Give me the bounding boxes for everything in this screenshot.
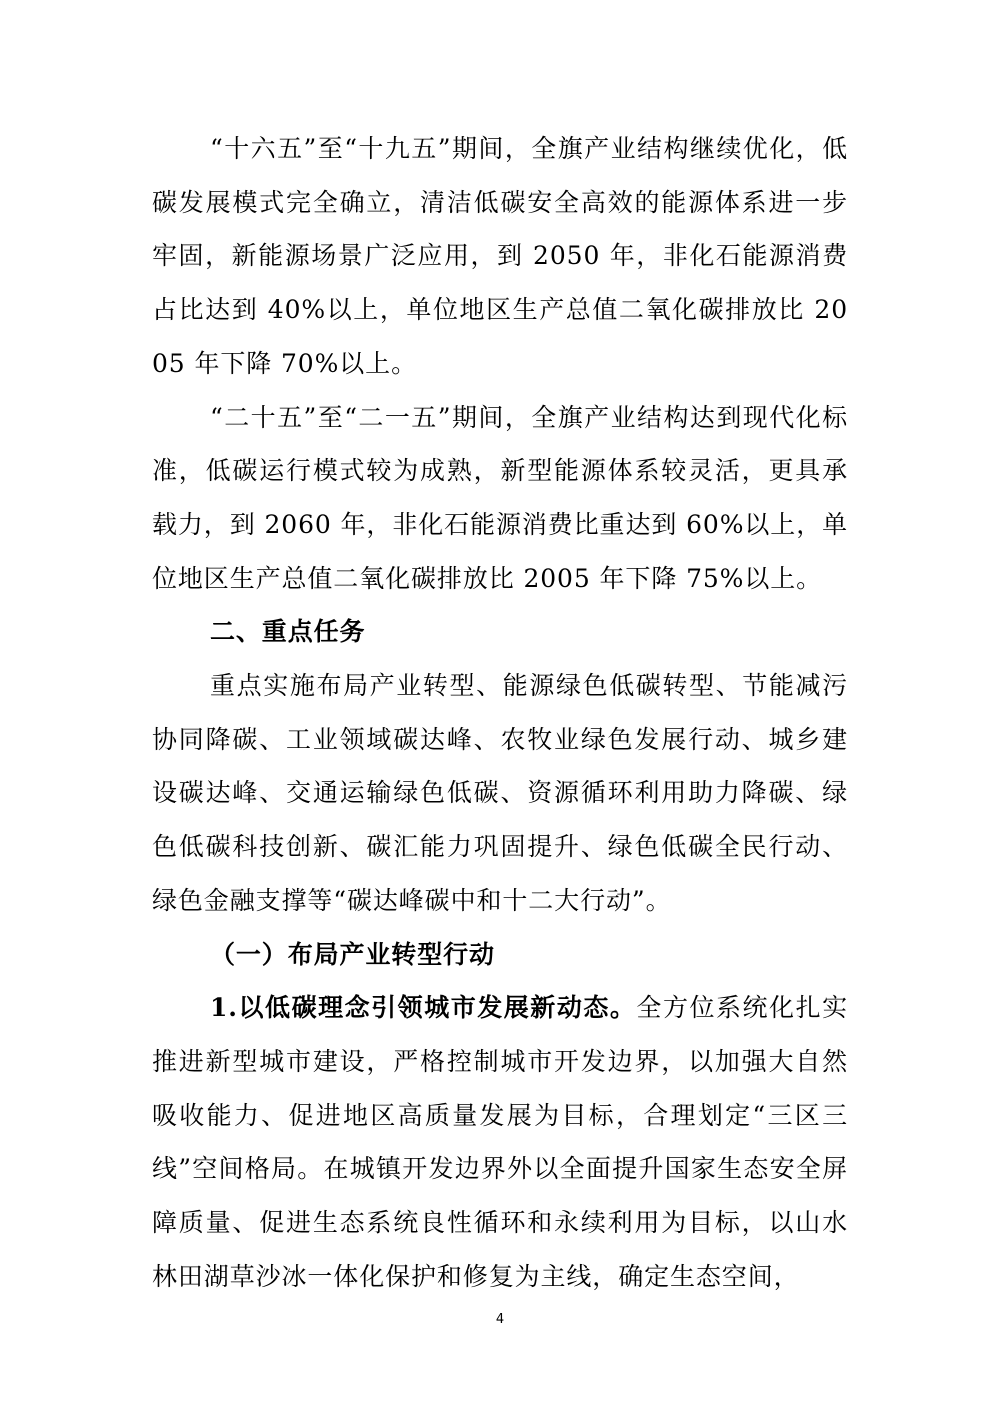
document-body: [152, 122, 848, 1303]
paragraph-period-20-21: “二十五”至“二一五”期间，全旗产业结构达到现代化标准，低碳运行模式较为成熟，新型能源体系较灵活，更具承载力，到 2060 年，非化石能源消费比重达到 60%以上，单位地区生产总值二氧化碳排放比 2005 年下降 75%以上。: [152, 402, 848, 593]
paragraph-twelve-actions: 重点实施布局产业转型、能源绿色低碳转型、节能减污协同降碳、工业领域碳达峰、农牧业绿色发展行动、城乡建设碳达峰、交通运输绿色低碳、资源循环利用助力降碳、绿色低碳科技创新、碳汇能力巩固提升、绿色低碳全民行动、绿色金融支撑等“碳达峰碳中和十二大行动”。: [152, 671, 848, 915]
paragraph-period-16-19: “十六五”至“十九五”期间，全旗产业结构继续优化，低碳发展模式完全确立，清洁低碳安全高效的能源体系进一步牢固，新能源场景广泛应用，到 2050 年，非化石能源消费占比达到 40%以上，单位地区生产总值二氧化碳排放比 2005 年下降 70%以上。: [152, 134, 848, 378]
paragraph-body-text: 全方位系统化扎实推进新型城市建设，严格控制城市开发边界，以加强大自然吸收能力、促进地区高质量发展为目标，合理划定“三区三线”空间格局。在城镇开发边界外以全面提升国家生态安全屏障质量、促进生态系统良性循环和永续利用为目标，以山水林田湖草沙冰一体化保护和修复为主线，确定生态空间，: [152, 993, 849, 1291]
page-number: 4: [495, 1312, 505, 1327]
section-heading-key-tasks: 二、重点任务: [210, 617, 366, 647]
paragraph-urban-development: [152, 981, 848, 1303]
subsection-heading-industry-transformation: （一）布局产业转型行动: [210, 939, 495, 969]
paragraph-lead-title: 1.以低碳理念引领城市发展新动态。: [210, 993, 637, 1023]
